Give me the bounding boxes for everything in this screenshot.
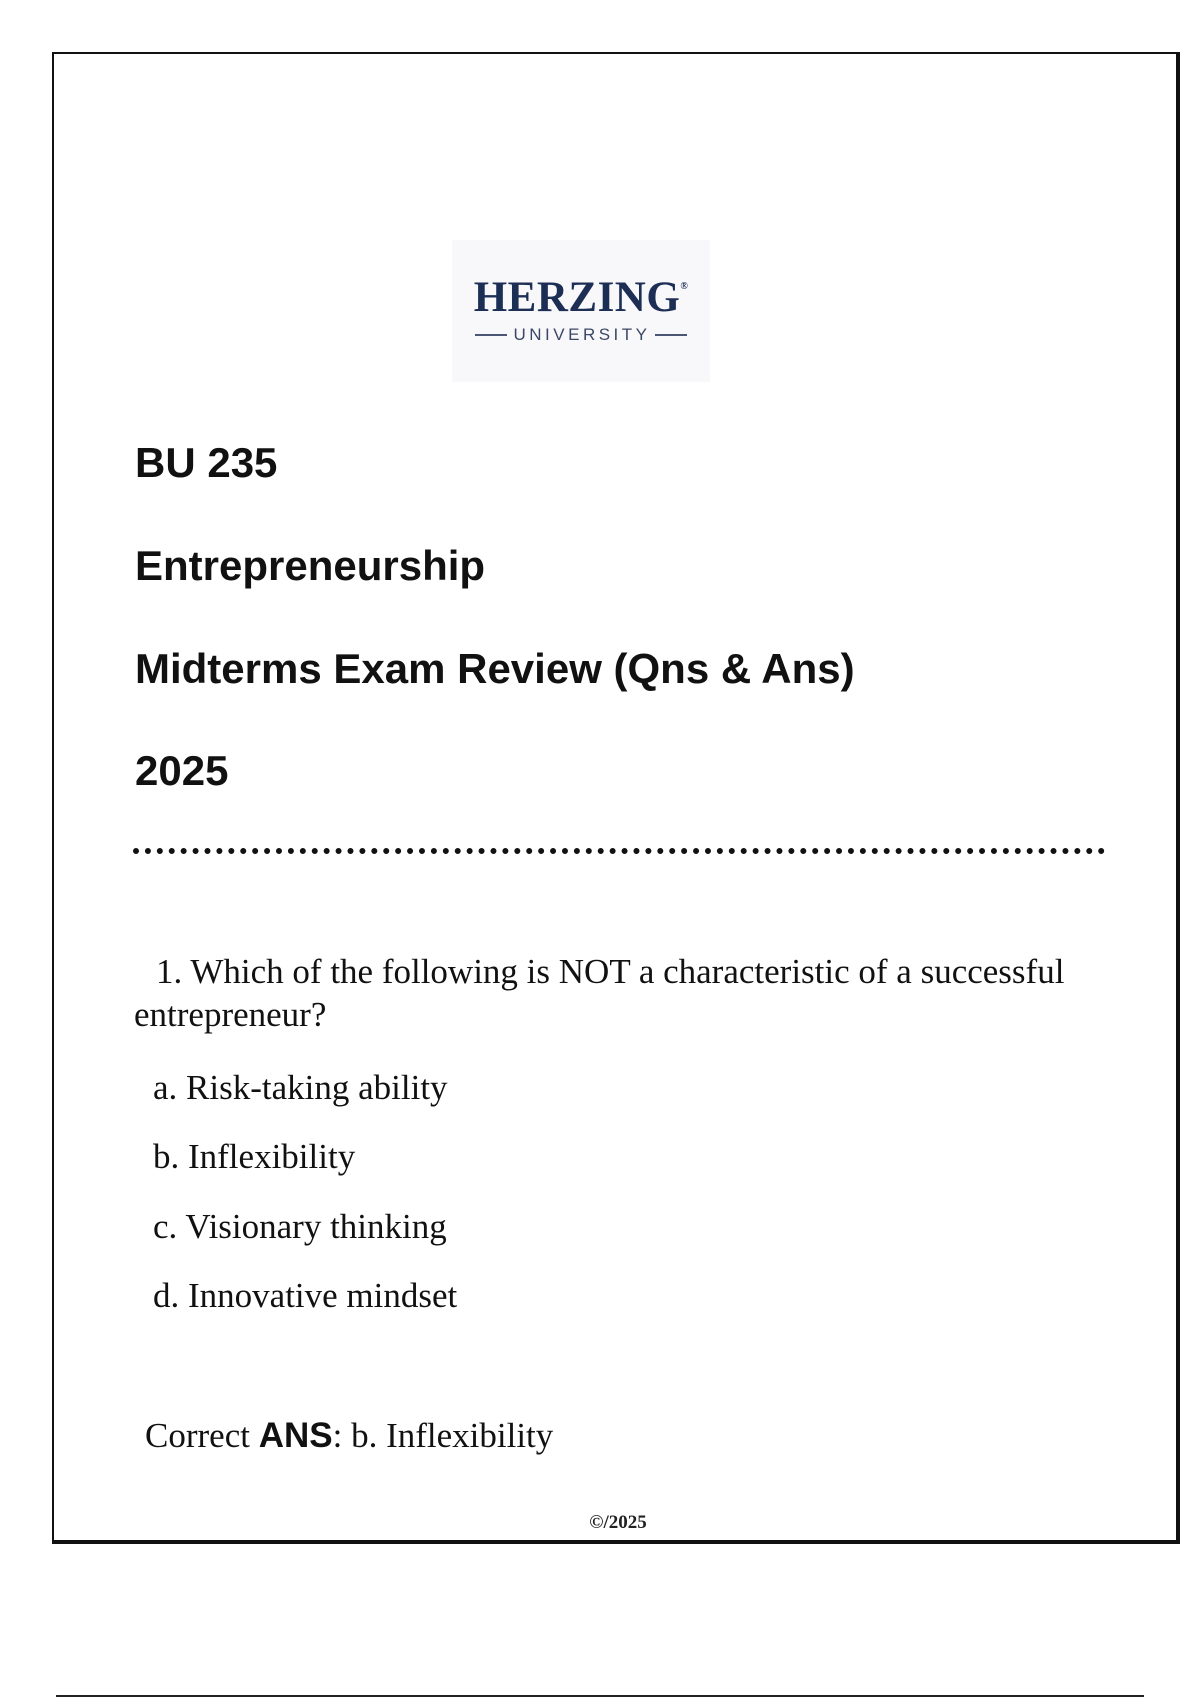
copyright-note: ©/2025 (589, 1512, 647, 1533)
question-text: 1. Which of the following is NOT a characteristic of a successful entrepreneur? (134, 952, 1065, 1034)
course-code: BU 235 (135, 439, 278, 486)
document-year: 2025 (135, 747, 229, 794)
herzing-university-logo (452, 240, 710, 382)
correct-answer (145, 1418, 553, 1453)
course-title: Entrepreneurship (135, 542, 486, 589)
option-d: d. Innovative mindset (153, 1276, 458, 1315)
logo-wordmark: HERZING® (473, 274, 689, 321)
option-c: c. Visionary thinking (153, 1207, 447, 1246)
answer-tag: ANS (258, 1416, 333, 1455)
document-title: Midterms Exam Review (Qns & Ans) (135, 645, 855, 692)
option-a: a. Risk-taking ability (153, 1068, 448, 1107)
logo-subtitle-row (452, 325, 710, 345)
answer-text: : b. Inflexibility (332, 1416, 554, 1455)
section-divider (133, 848, 1105, 854)
logo-subtitle: UNIVERSITY (513, 325, 651, 344)
bottom-rule (56, 1695, 1144, 1697)
logo-rule-right (655, 334, 687, 336)
answer-prefix: Correct (145, 1416, 259, 1455)
option-b: b. Inflexibility (153, 1137, 356, 1176)
logo-rule-left (475, 334, 507, 336)
